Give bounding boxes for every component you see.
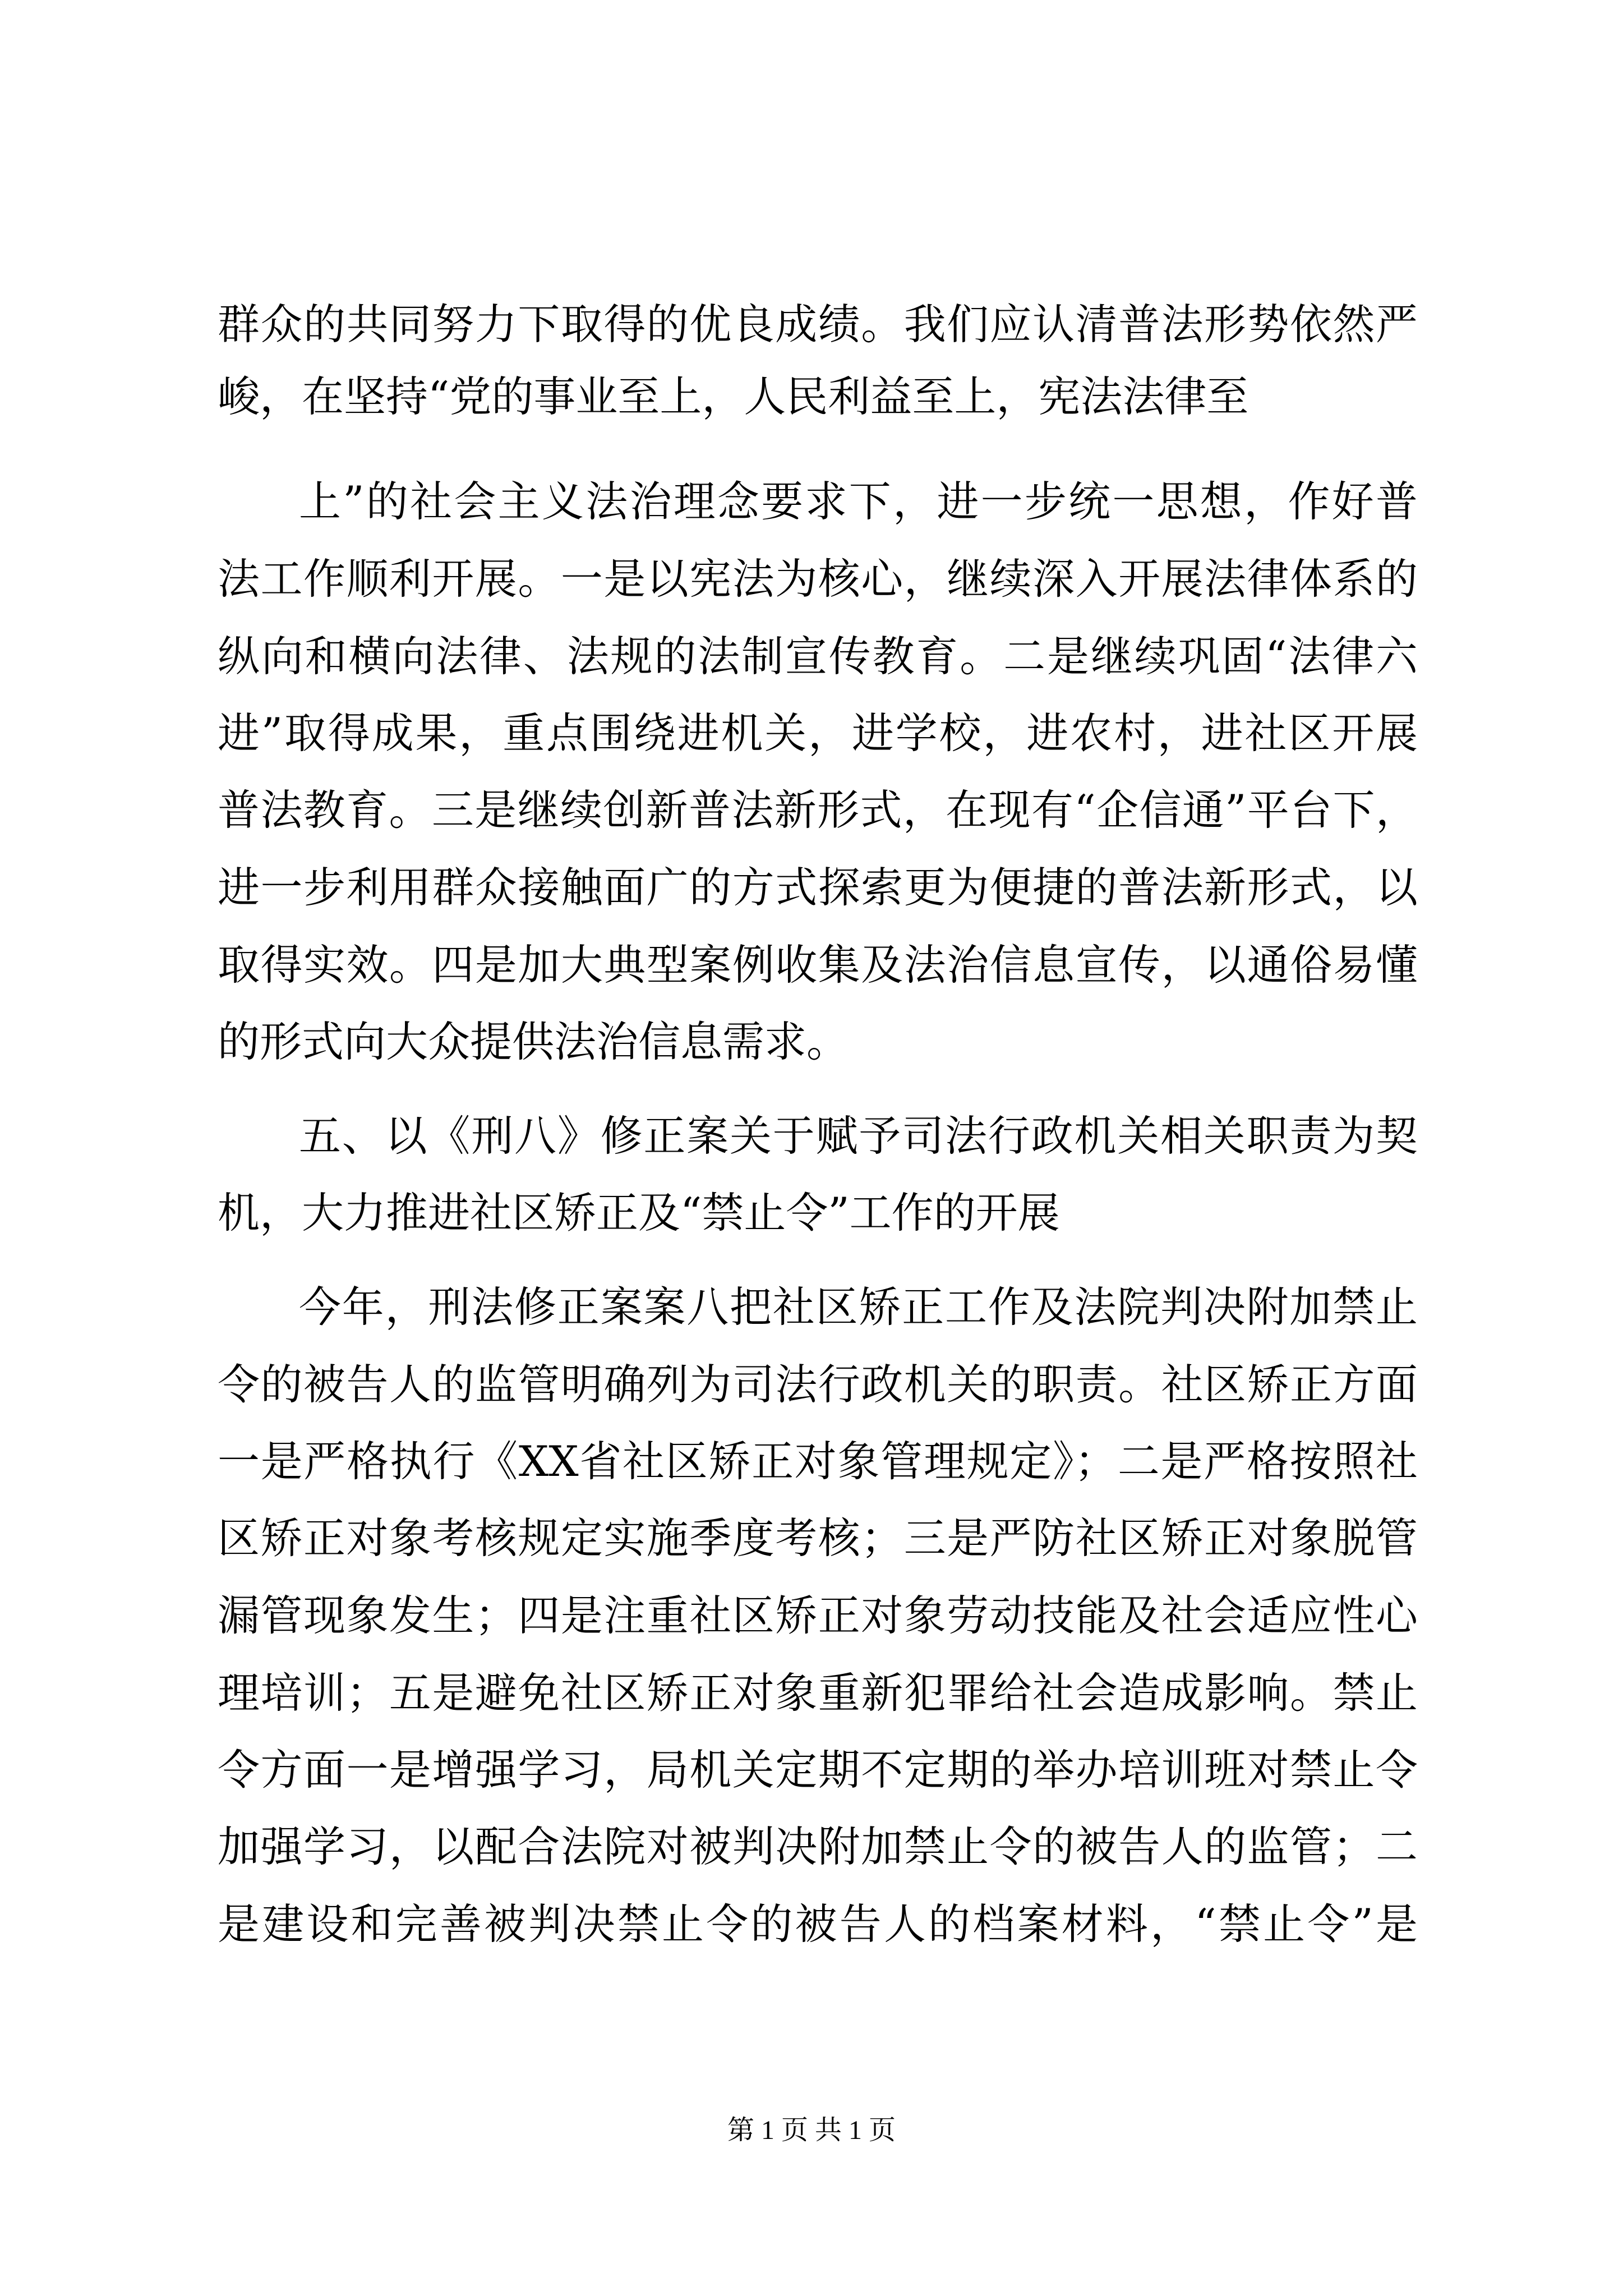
text-line: 法工作顺利开展。一是以宪法为核心，继续深入开展法律体系的 [218,554,1418,604]
section-heading-line: 五、以《刑八》修正案关于赋予司法行政机关相关职责为契 [299,1111,1418,1161]
text-line: 群众的共同努力下取得的优良成绩。我们应认清普法形势依然严 [218,300,1418,349]
page-footer [0,2114,1623,2147]
text-line: 区矫正对象考核规定实施季度考核；三是严防社区矫正对象脱管 [218,1513,1418,1563]
text-line: 进”取得成果，重点围绕进机关，进学校，进农村，进社区开展 [218,708,1418,758]
text-line: 峻，在坚持“党的事业至上，人民利益至上，宪法法律至 [218,372,1249,421]
text-line: 取得实效。四是加大典型案例收集及法治信息宣传，以通俗易懂 [218,940,1418,990]
section-heading-line: 机，大力推进社区矫正及“禁止令”工作的开展 [218,1188,1060,1237]
text-line: 理培训；五是避免社区矫正对象重新犯罪给社会造成影响。禁止 [218,1668,1418,1718]
text-line: 一是严格执行《XX省社区矫正对象管理规定》；二是严格按照社 [218,1437,1418,1486]
page-number-label: 第 1 页 共 1 页 [727,2115,896,2145]
text-line: 加强学习，以配合法院对被判决附加禁止令的被告人的监管；二 [218,1822,1418,1871]
text-line: 漏管现象发生；四是注重社区矫正对象劳动技能及社会适应性心 [218,1591,1418,1640]
text-line: 上”的社会主义法治理念要求下，进一步统一思想，作好普 [299,477,1418,526]
text-line: 普法教育。三是继续创新普法新形式，在现有“企信通”平台下， [218,785,1418,835]
text-line: 的形式向大众提供法治信息需求。 [218,1017,849,1066]
text-line: 是建设和完善被判决禁止令的被告人的档案材料，“禁止令”是 [218,1899,1418,1949]
text-line: 进一步利用群众接触面广的方式探索更为便捷的普法新形式，以 [218,863,1418,912]
text-line: 今年，刑法修正案案八把社区矫正工作及法院判决附加禁止 [299,1282,1418,1332]
text-line: 令方面一是增强学习，局机关定期不定期的举办培训班对禁止令 [218,1745,1418,1795]
text-line: 令的被告人的监管明确列为司法行政机关的职责。社区矫正方面 [218,1360,1418,1409]
text-line: 纵向和横向法律、法规的法制宣传教育。二是继续巩固“法律六 [218,632,1418,681]
